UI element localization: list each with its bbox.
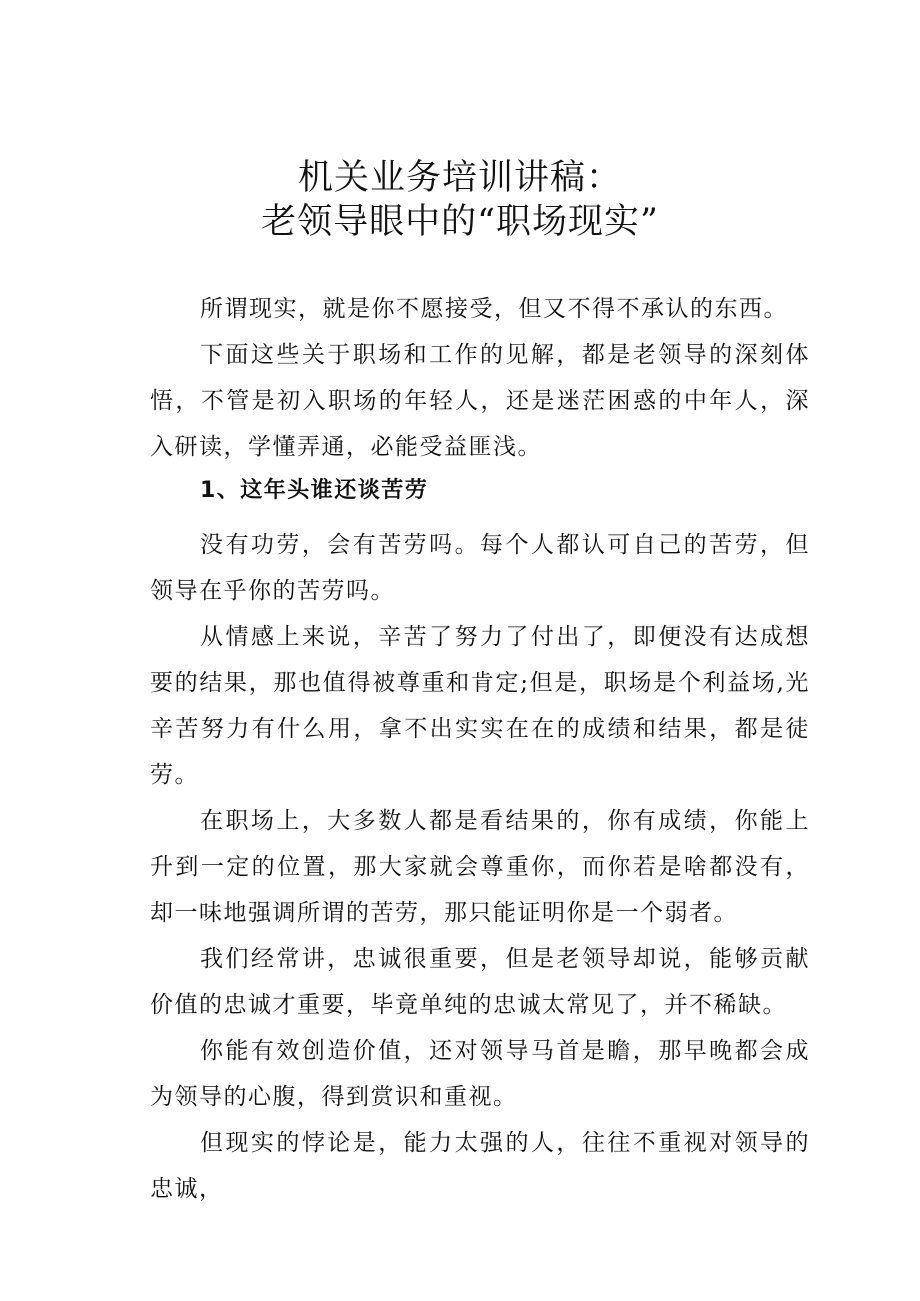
intro-paragraph-1: 所谓现实，就是你不愿接受，但又不得不承认的东西。 <box>200 296 788 322</box>
document-title-line2: 老领导眼中的“职场现实” <box>261 202 659 242</box>
section-1-paragraph-1: 没有功劳，会有苦劳吗。每个人都认可自己的苦劳，但领导在乎你的苦劳吗。 <box>150 532 810 604</box>
intro-section <box>150 286 810 470</box>
section-1-paragraph-2: 从情感上来说，辛苦了努力了付出了，即便没有达成想要的结果，那也值得被尊重和肯定;但是，职场是个利益场,光辛苦努力有什么用，拿不出实实在在的成绩和结果，都是徒劳。 <box>150 624 810 788</box>
section-1-paragraph-6: 但现实的悖论是，能力太强的人，往往不重视对领导的忠诚， <box>150 1130 810 1202</box>
section-1-heading: 1、这年头谁还谈苦劳 <box>200 478 429 503</box>
section-1-paragraph-4: 我们经常讲，忠诚很重要，但是老领导却说，能够贡献价值的忠诚才重要，毕竟单纯的忠诚太常见了，并不稀缺。 <box>150 946 810 1018</box>
section-1-heading-wrap <box>150 468 810 514</box>
section-1-paragraph-5: 你能有效创造价值，还对领导马首是瞻，那早晚都会成为领导的心腹，得到赏识和重视。 <box>150 1038 810 1110</box>
section-1-body <box>150 522 810 1212</box>
document-title-line1: 机关业务培训讲稿： <box>297 158 622 198</box>
section-1-paragraph-3: 在职场上，大多数人都是看结果的，你有成绩，你能上升到一定的位置，那大家就会尊重你，而你若是啥都没有，却一味地强调所谓的苦劳，那只能证明你是一个弱者。 <box>150 808 810 926</box>
intro-paragraph-2: 下面这些关于职场和工作的见解，都是老领导的深刻体悟，不管是初入职场的年轻人，还是迷茫困惑的中年人，深入研读，学懂弄通，必能受益匪浅。 <box>150 342 810 460</box>
